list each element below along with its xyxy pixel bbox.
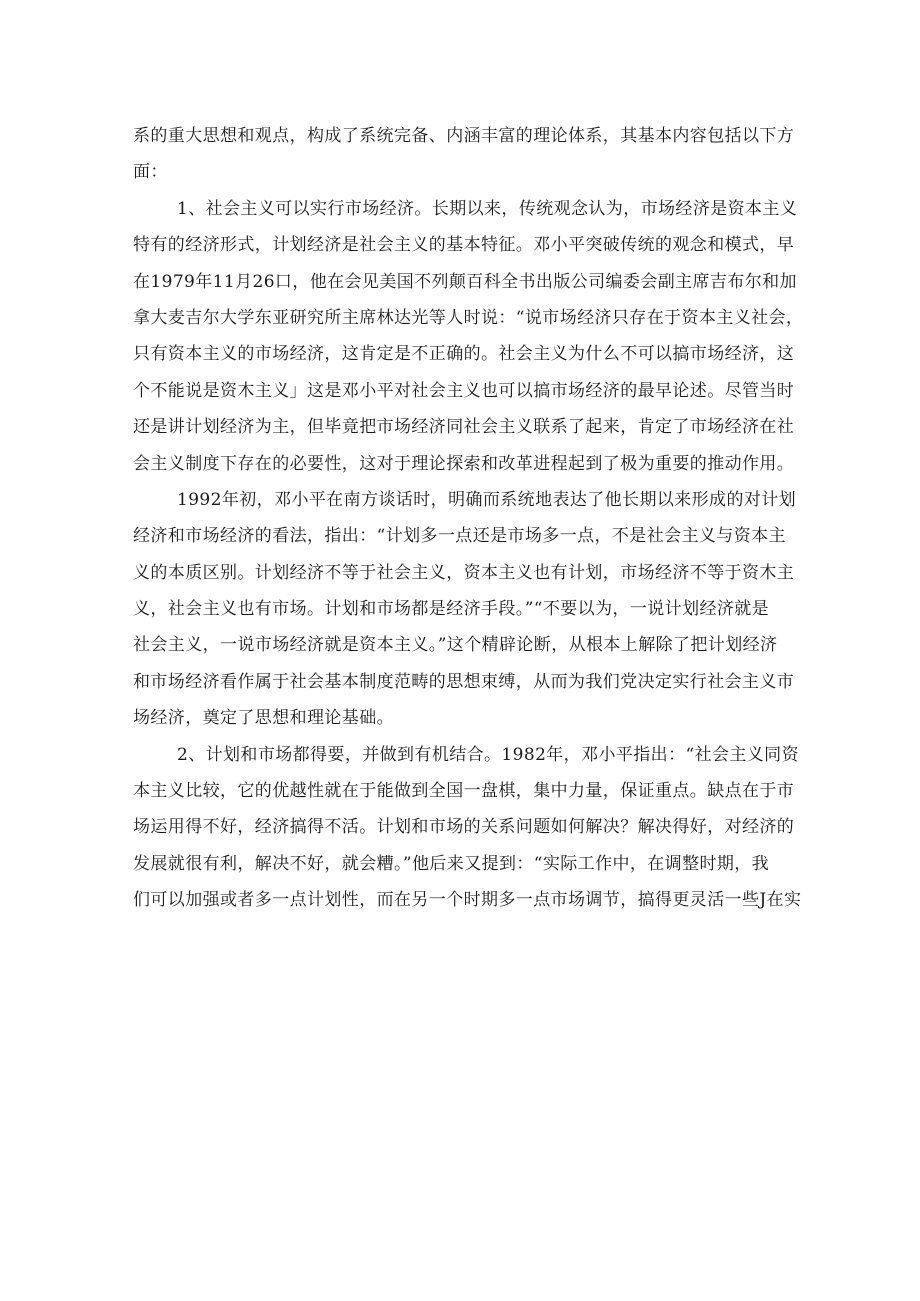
text-line: 在1979年11月26口，他在会见美国不列颠百科全书出版公司编委会副主席吉布尔和加 — [133, 271, 797, 292]
text-line: 1、社会主义可以实行市场经济。长期以来，传统观念认为，市场经济是资本主义 — [177, 198, 798, 219]
paragraph-market-economy — [133, 191, 804, 482]
text-line: 1992年初，邓小平在南方谈话时，明确而系统地表达了他长期以来形成的对计划 — [177, 489, 797, 510]
text-line: 拿大麦吉尔大学东亚研究所主席林达光等人时说：“说市场经济只存在于资本主义社会， — [133, 307, 804, 328]
text-line: 特有的经济形式，计划经济是社会主义的基本特征。邓小平突破传统的观念和模式，早 — [133, 235, 795, 256]
text-line: 面： — [133, 162, 168, 183]
paragraph-southern-talk — [133, 482, 797, 737]
text-line: 场运用得不好，经济搞得不活。计划和市场的关系问题如何解决？解决得好，对经济的 — [133, 817, 795, 838]
text-line: 经济和市场经济的看法，指出：“计划多一点还是市场多一点，不是社会主义与资本主 — [133, 526, 786, 547]
text-line: 义的本质区别。计划经济不等于社会主义，资本主义也有计划，市场经济不等于资木主 — [133, 562, 795, 583]
text-line: 系的重大思想和观点，构成了系统完备、内涵丰富的理论体系，其基本内容包括以下方 — [133, 126, 795, 146]
text-line: 和市场经济看作属于社会基本制度范畴的思想束缚，从而为我们党决定实行社会主义市 — [133, 671, 795, 692]
paragraph-plan-and-market — [133, 737, 802, 919]
text-line: 会主义制度下存在的必要性，这对于理论探索和改革进程起到了极为重要的推动作用。 — [133, 453, 795, 474]
document-body — [133, 118, 804, 919]
text-line: 场经济，奠定了思想和理论基础。 — [133, 708, 394, 729]
text-line: 本主义比较，它的优越性就在于能做到全国一盘棋，集中力量，保证重点。缺点在于市 — [133, 781, 795, 802]
text-line: 们可以加强或者多一点计划性，而在另一个时期多一点市场调节，搞得更灵活一些J在实 — [133, 890, 802, 911]
text-line: 2、计划和市场都得要，并做到有机结合。1982年，邓小平指出：“社会主义同资 — [177, 744, 799, 765]
text-line: 还是讲计划经济为主，但毕竟把市场经济同社会主义联系了起来，肯定了市场经济在社 — [133, 417, 795, 438]
text-line: 义，社会主义也有市场。计划和市场都是经济手段。”“不要以为，一说计划经济就是 — [133, 599, 770, 620]
text-line: 只有资本主义的市场经济，这肯定是不正确的。社会主义为什么不可以搞市场经济，这 — [133, 344, 795, 365]
text-line: 个不能说是资木主义」这是邓小平对社会主义也可以搞市场经济的最早论述。尽管当时 — [133, 380, 795, 401]
text-line: 社会主义，一说市场经济就是资本主义。”这个精辟论断，从根本上解除了把计划经济 — [133, 635, 778, 656]
text-line: 发展就很有利，解决不好，就会糟。”他后来又提到：“实际工作中，在调整时期，我 — [133, 853, 770, 874]
paragraph-intro-continuation — [133, 118, 793, 191]
